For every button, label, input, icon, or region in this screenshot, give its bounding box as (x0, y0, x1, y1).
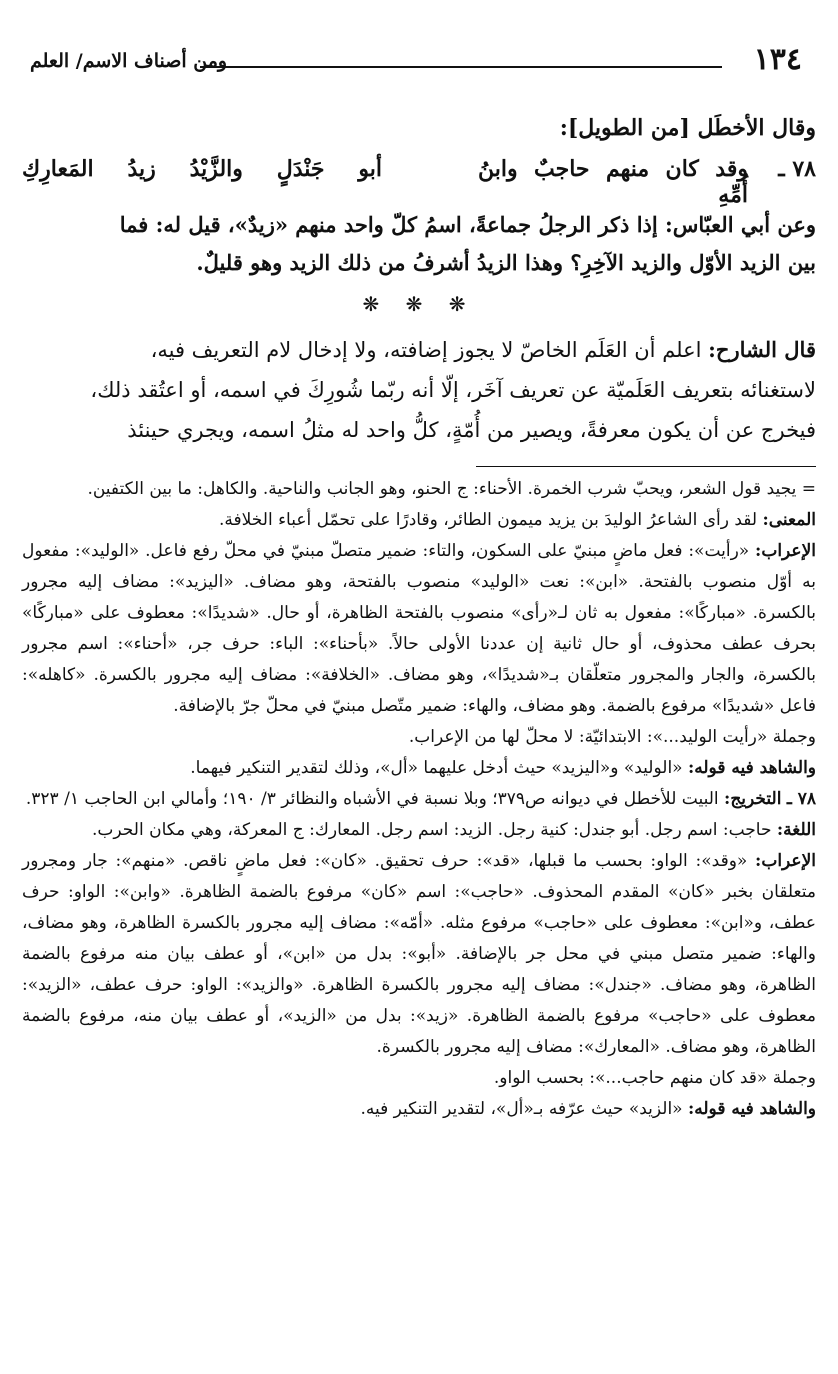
footnote-paragraph (22, 784, 816, 815)
footnote-paragraph (22, 505, 816, 536)
footnote-paragraph (22, 753, 816, 784)
commentary-label: قال الشارح: (708, 337, 816, 362)
footnotes (22, 474, 816, 1125)
header-rule (200, 66, 722, 68)
footnote-text: وجملة «قد كان منهم حاجب...»: بحسب الواو. (493, 1068, 816, 1088)
intro-line: وقال الأخطَل [من الطويل]: (559, 115, 816, 141)
commentary-text: اعلم أن العَلَم الخاصّ لا يجوز إضافته، ولا إدخال لام التعريف فيه، (150, 338, 709, 362)
page-header (30, 40, 802, 88)
footnote-text: = يجيد قول الشعر، ويحبّ شرب الخمرة. الأحناء: ج الحنو، وهو الجانب والناحية. والكاهل: ما بين الكتفين. (87, 479, 816, 499)
footnote-number: ٧٨ ـ (786, 789, 816, 809)
footnote-text: البيت للأخطل في ديوانه ص٣٧٩؛ وبلا نسبة في الأشباه والنظائر ٣/ ١٩٠؛ وأمالي ابن الحاجب ١/ ٣٢٣. (25, 789, 725, 809)
commentary-line: فيخرج عن أن يكون معرفةً، ويصير من أُمّةٍ، كلُّ واحد له مثلُ اسمه، ويجري حينئذ (127, 418, 816, 442)
page-number: ١٣٤ (753, 42, 802, 77)
verse-first-hemistich: وقد كان منهم حاجبٌ وابنُ أُمِّهِ (478, 156, 748, 208)
footnote-text: «رأيت»: فعل ماضٍ مبنيّ على السكون، والتاء: ضمير متصلّ مبنيّ في محلّ رفع فاعل. «الوليد»: مفعول به أوّل منصوب بالفتحة. «ابن»: نعت «الوليد» منصوب بالفتحة، وهو مضاف. «اليزيد»: مضاف إليه مجرور بالكسرة. «مباركًا»: مفعول به ثان لـ«رأى» منصوب بالفتحة الظاهرة، أو حال. «شديدًا»: معطوف على «مباركًا» بحرف عطف محذوف، أو حال ثانية إن عددنا الأولى حالاً. «بأحناء»: الباء: حرف جر، «أحناء»: اسم مجرور بالكسرة، والجار والمجرور متعلّقان بـ«شديدًا»، وهو مضاف. «الخلافة»: مضاف إليه مجرور بالكسرة. «كاهله»: فاعل «شديدًا» مرفوع بالضمة. وهو مضاف، والهاء: ضمير متّصل مبنيّ في محلّ جرّ بالإضافة. (22, 541, 816, 716)
footnote-divider (476, 466, 816, 467)
footnote-key: اللغة: (776, 820, 816, 840)
footnote-paragraph (22, 536, 816, 722)
footnote-key: والشاهد فيه قوله: (687, 758, 816, 778)
footnote-text: وجملة «رأيت الوليد...»: الابتدائيّة: لا محلّ لها من الإعراب. (408, 727, 816, 747)
narration-line: بين الزيد الأوّل والزيد الآخِرِ؟ وهذا الزيدُ أشرفُ من ذلك الزيد وهو قليلٌ. (196, 250, 816, 275)
verse-second-hemistich: أبو جَنْدَلٍ والزَّيْدُ زيدُ المَعارِكِ (22, 156, 382, 182)
footnote-key: الإعراب: (755, 851, 816, 871)
narration-paragraph (22, 206, 816, 282)
footnote-text: «الزيد» حيث عرّفه بـ«أل»، لتقدير التنكير فيه. (360, 1099, 688, 1119)
footnote-key: والشاهد فيه قوله: (687, 1099, 816, 1119)
commentary-line (22, 330, 816, 370)
footnote-key: الإعراب: (755, 541, 816, 561)
running-title: ومن أصناف الاسم/ العلم (30, 50, 228, 72)
narration-line: وعن أبي العبّاس: إذا ذكر الرجلُ جماعةً، اسمُ كلّ واحد منهم «زيدٌ»، قيل له: فما (119, 212, 816, 237)
footnote-text: «وقد»: الواو: بحسب ما قبلها، «قد»: حرف تحقيق. «كان»: فعل ماضٍ ناقص. «منهم»: جار ومجرور متعلقان بخبر «كان» المقدم المحذوف. «حاجب»: اسم «كان» مرفوع بالضمة الظاهرة. «وابن»: الواو: حرف عطف، و«ابن»: معطوف على «حاجب» مرفوع مثله. «أمّه»: مضاف إليه مجرور بالكسرة الظاهرة، وهو مضاف، والهاء: ضمير متصل مبني في محل جر بالإضافة. «أبو»: بدل من «ابن»، أو عطف بيان منه مرفوع بالضمة الظاهرة، وهو مضاف. «جندل»: مضاف إليه مجرور بالكسرة الظاهرة. «والزيد»: الواو: حرف عطف، «الزيد»: معطوف على «حاجب» مرفوع بالضمة الظاهرة. «زيد»: بدل من «الزيد»، أو عطف بيان منه، مرفوع بالضمة الظاهرة، وهو مضاف. «المعارك»: مضاف إليه مجرور بالكسرة. (22, 851, 816, 1057)
footnote-paragraph (22, 1094, 816, 1125)
footnote-paragraph (22, 815, 816, 846)
footnote-paragraph (22, 722, 816, 753)
commentary-line: لاستغنائه بتعريف العَلَميّة عن تعريف آخَر، إلّا أنه ربّما شُورِكَ في اسمه، أو اعتُقد ذلك، (90, 378, 816, 402)
commentary-paragraph (22, 330, 816, 450)
footnote-paragraph (22, 846, 816, 1063)
footnote-text: «الوليد» و«اليزيد» حيث أدخل عليهما «أل»، وذلك لتقدير التنكير فيهما. (190, 758, 688, 778)
section-separator: ❋ ❋ ❋ (362, 292, 476, 316)
footnote-paragraph (22, 474, 816, 505)
footnote-key: المعنى: (762, 510, 816, 530)
footnote-paragraph (22, 1063, 816, 1094)
poetry-verse (22, 152, 816, 208)
footnote-key: التخريج: (724, 789, 782, 809)
footnote-text: حاجب: اسم رجل. أبو جندل: كنية رجل. الزيد: اسم رجل. المعارك: ج المعركة، وهي مكان الحرب. (92, 820, 777, 840)
footnote-text: لقد رأى الشاعرُ الوليدَ بن يزيد ميمون الطائر، وقادرًا على تحمّل أعباء الخلافة. (219, 510, 763, 530)
verse-number: ٧٨ ـ (778, 156, 816, 182)
